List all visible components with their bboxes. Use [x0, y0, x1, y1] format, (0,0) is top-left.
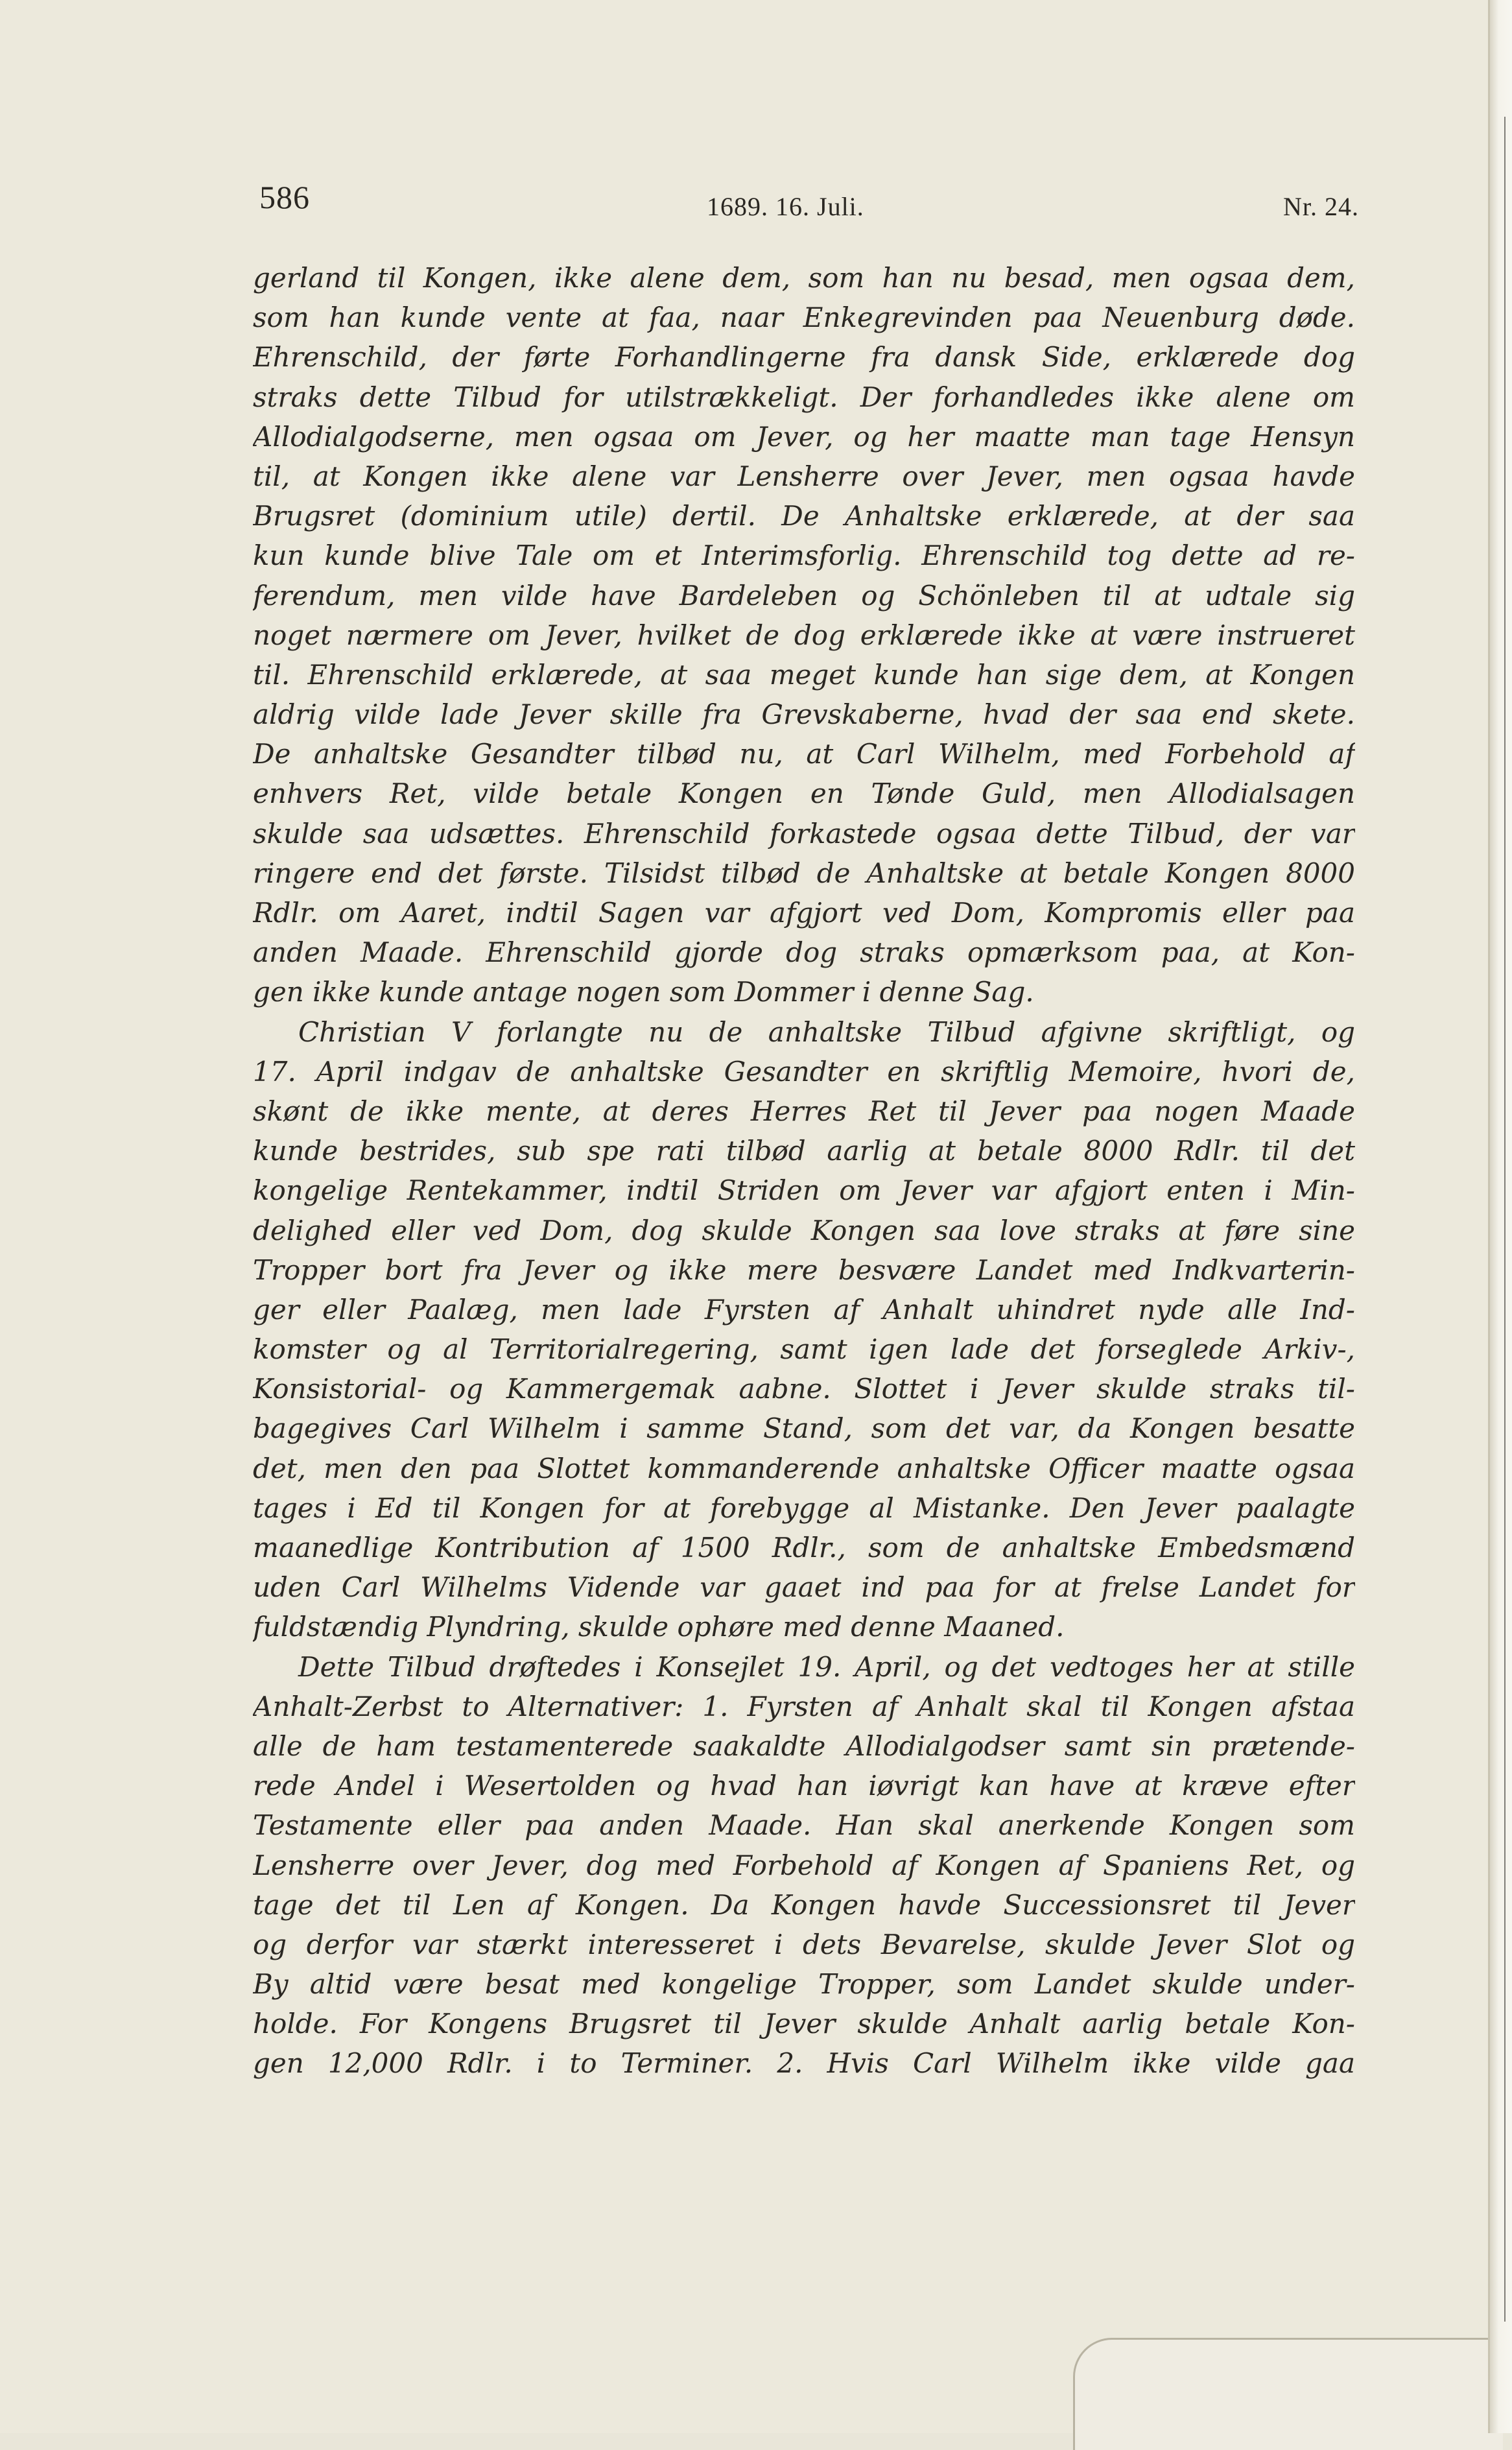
text-line: noget nærmere om Jever, hvilket de dog erklærede ikke at være instrueret: [253, 619, 1355, 651]
text-line: fuldstændig Plyndring, skulde ophøre med denne Maaned.: [253, 1611, 1065, 1643]
text-line: gen 12,000 Rdlr. i to Terminer. 2. Hvis Carl Wilhelm ikke vilde gaa: [253, 2047, 1355, 2080]
page-header: [259, 165, 1362, 221]
text-line: Tropper bort fra Jever og ikke mere besvære Landet med Indkvarterin-: [253, 1254, 1355, 1286]
text-line: Testamente eller paa anden Maade. Han skal anerkende Kongen som: [253, 1809, 1355, 1842]
text-line: Anhalt-Zerbst to Alternativer: 1. Fyrsten af Anhalt skal til Kongen afstaa: [253, 1690, 1355, 1722]
text-line: og derfor var stærkt interesseret i dets Bevarelse, skulde Jever Slot og: [253, 1928, 1355, 1960]
text-line: det, men den paa Slottet kommanderende anhaltske Officer maatte ogsaa: [253, 1452, 1355, 1484]
document-number: Nr. 24.: [1283, 192, 1359, 221]
text-line: straks dette Tilbud for utilstrækkeligt. Der forhandledes ikke alene om: [253, 381, 1355, 413]
text-line: enhvers Ret, vilde betale Kongen en Tønde Guld, men Allodialsagen: [253, 778, 1355, 810]
text-line: gen ikke kunde antage nogen som Dommer i denne Sag.: [253, 976, 1034, 1008]
text-line: delighed eller ved Dom, dog skulde Kongen saa love straks at føre sine: [253, 1214, 1355, 1246]
text-line: uden Carl Wilhelms Vidende var gaaet ind paa for at frelse Landet for: [253, 1571, 1355, 1604]
book-edge: [1488, 0, 1512, 2433]
text-line: rede Andel i Wesertolden og hvad han iøvrigt kan have at kræve efter: [253, 1770, 1355, 1802]
page-corner-cutout: [1073, 2338, 1503, 2450]
text-line: Lensherre over Jever, dog med Forbehold af Kongen af Spaniens Ret, og: [253, 1849, 1355, 1881]
text-line: Allodialgodserne, men ogsaa om Jever, og her maatte man tage Hensyn: [253, 420, 1355, 453]
text-line: skulde saa udsættes. Ehrenschild forkastede ogsaa dette Tilbud, der var: [253, 817, 1355, 850]
text-line: kongelige Rentekammer, indtil Striden om Jever var afgjort enten i Min-: [253, 1174, 1355, 1207]
text-line: Ehrenschild, der førte Forhandlingerne fra dansk Side, erklærede dog: [253, 341, 1355, 374]
text-line: De anhaltske Gesandter tilbød nu, at Carl Wilhelm, med Forbehold af: [253, 738, 1355, 770]
text-line: alle de ham testamenterede saakaldte Allodialgodser samt sin prætende-: [253, 1730, 1355, 1762]
text-line: aldrig vilde lade Jever skille fra Grevskaberne, hvad der saa end skete.: [253, 698, 1355, 731]
running-head-date: 1689. 16. Juli.: [707, 192, 864, 221]
text-line: Dette Tilbud drøftedes i Konsejlet 19. April, og det vedtoges her at stille: [298, 1650, 1355, 1683]
text-line: bagegives Carl Wilhelm i samme Stand, som det var, da Kongen besatte: [253, 1412, 1355, 1445]
text-line: maanedlige Kontribution af 1500 Rdlr., som de anhaltske Embedsmænd: [253, 1532, 1355, 1564]
text-line: Brugsret (dominium utile) dertil. De Anhaltske erklærede, at der saa: [253, 500, 1355, 532]
text-line: som han kunde vente at faa, naar Enkegrevinden paa Neuenburg døde.: [253, 302, 1355, 334]
text-line: Christian V forlangte nu de anhaltske Tilbud afgivne skriftligt, og: [298, 1016, 1355, 1048]
text-line: ringere end det første. Tilsidst tilbød de Anhaltske at betale Kongen 8000: [253, 857, 1355, 889]
text-line: ferendum, men vilde have Bardeleben og Schönleben til at udtale sig: [253, 579, 1355, 612]
text-line: til. Ehrenschild erklærede, at saa meget kunde han sige dem, at Kongen: [253, 658, 1355, 691]
text-line: By altid være besat med kongelige Tropper, som Landet skulde under-: [253, 1968, 1355, 2001]
text-line: tages i Ed til Kongen for at forebygge al Mistanke. Den Jever paalagte: [253, 1492, 1355, 1524]
text-line: gerland til Kongen, ikke alene dem, som han nu besad, men ogsaa dem,: [253, 262, 1355, 294]
body-text: [253, 258, 1355, 2084]
text-line: Konsistorial- og Kammergemak aabne. Slottet i Jever skulde straks til-: [253, 1373, 1355, 1405]
edge-line: [1504, 117, 1506, 2322]
text-line: ger eller Paalæg, men lade Fyrsten af Anhalt uhindret nyde alle Ind-: [253, 1293, 1355, 1326]
text-line: til, at Kongen ikke alene var Lensherre over Jever, men ogsaa havde: [253, 460, 1355, 492]
text-line: kunde bestrides, sub spe rati tilbød aarlig at betale 8000 Rdlr. til det: [253, 1135, 1355, 1167]
text-line: tage det til Len af Kongen. Da Kongen havde Successionsret til Jever: [253, 1888, 1355, 1921]
text-line: skønt de ikke mente, at deres Herres Ret til Jever paa nogen Maade: [253, 1095, 1355, 1127]
text-line: anden Maade. Ehrenschild gjorde dog straks opmærksom paa, at Kon-: [253, 936, 1355, 969]
page-number: 586: [259, 179, 310, 215]
text-line: komster og al Territorialregering, samt igen lade det forseglede Arkiv-,: [253, 1333, 1355, 1366]
text-line: kun kunde blive Tale om et Interimsforlig. Ehrenschild tog dette ad re-: [253, 540, 1355, 572]
text-line: 17. April indgav de anhaltske Gesandter en skriftlig Memoire, hvori de,: [253, 1055, 1355, 1088]
text-line: holde. For Kongens Brugsret til Jever skulde Anhalt aarlig betale Kon-: [253, 2008, 1355, 2040]
text-line: Rdlr. om Aaret, indtil Sagen var afgjort ved Dom, Kompromis eller paa: [253, 897, 1355, 929]
